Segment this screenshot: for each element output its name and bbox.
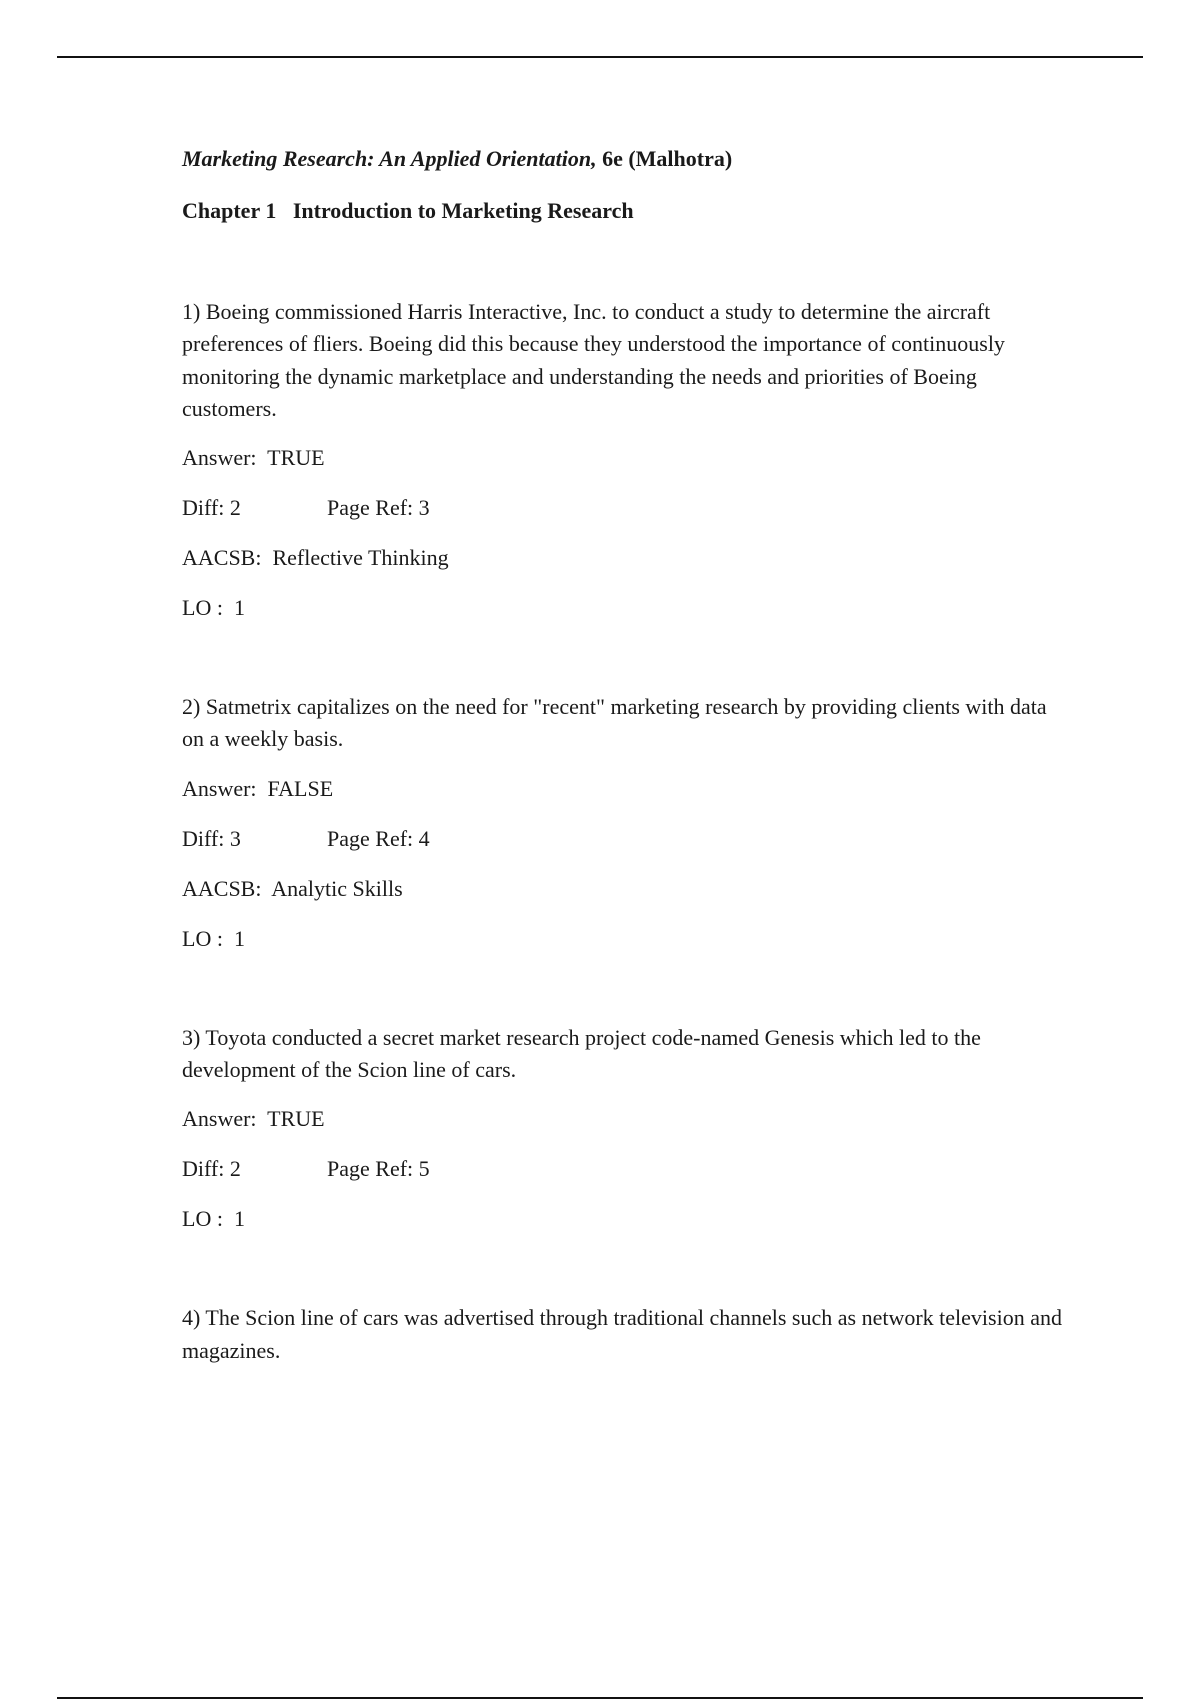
book-title xyxy=(182,142,1062,176)
question-3 xyxy=(182,1022,1062,1236)
lo-line: LO : 1 xyxy=(182,925,245,951)
diff-line xyxy=(182,492,1062,524)
lo-line: LO : 1 xyxy=(182,1206,245,1232)
answer-line: Answer: FALSE xyxy=(182,775,334,801)
difficulty: Diff: 3 xyxy=(182,825,241,851)
page-ref: Page Ref: 3 xyxy=(327,495,430,521)
question-text: 4) The Scion line of cars was advertised through traditional channels such as network television and magazines. xyxy=(182,1305,1062,1363)
book-title-edition: 6e (Malhotra) xyxy=(596,146,733,171)
question-4 xyxy=(182,1302,1062,1367)
chapter-title: Chapter 1 Introduction to Marketing Research xyxy=(182,198,634,223)
question-text: 2) Satmetrix capitalizes on the need for "recent" marketing research by providing clients with data on a weekly basis. xyxy=(182,694,1047,752)
page-ref: Page Ref: 5 xyxy=(327,1156,430,1182)
aacsb-line: AACSB: Analytic Skills xyxy=(182,875,403,901)
top-rule xyxy=(57,56,1143,58)
question-2 xyxy=(182,691,1062,955)
page-ref: Page Ref: 4 xyxy=(327,825,430,851)
question-text: 1) Boeing commissioned Harris Interactive, Inc. to conduct a study to determine the aircraft preferences of fliers. Boeing did this because they understood the importance of continuously monitoring the dynamic marketplace and understanding the needs and priorities of Boeing customers. xyxy=(182,299,1005,421)
aacsb-line: AACSB: Reflective Thinking xyxy=(182,545,449,571)
diff-line xyxy=(182,1153,1062,1185)
lo-line: LO : 1 xyxy=(182,595,245,621)
difficulty: Diff: 2 xyxy=(182,495,241,521)
answer-line: Answer: TRUE xyxy=(182,1106,325,1132)
question-1 xyxy=(182,296,1062,624)
book-title-italic: Marketing Research: An Applied Orientation, xyxy=(182,146,597,171)
answer-line: Answer: TRUE xyxy=(182,445,325,471)
document-page xyxy=(182,142,1062,1367)
difficulty: Diff: 2 xyxy=(182,1156,241,1182)
question-text: 3) Toyota conducted a secret market research project code-named Genesis which led to the development of the Scion line of cars. xyxy=(182,1024,981,1083)
diff-line xyxy=(182,823,1062,855)
bottom-rule xyxy=(57,1697,1143,1699)
